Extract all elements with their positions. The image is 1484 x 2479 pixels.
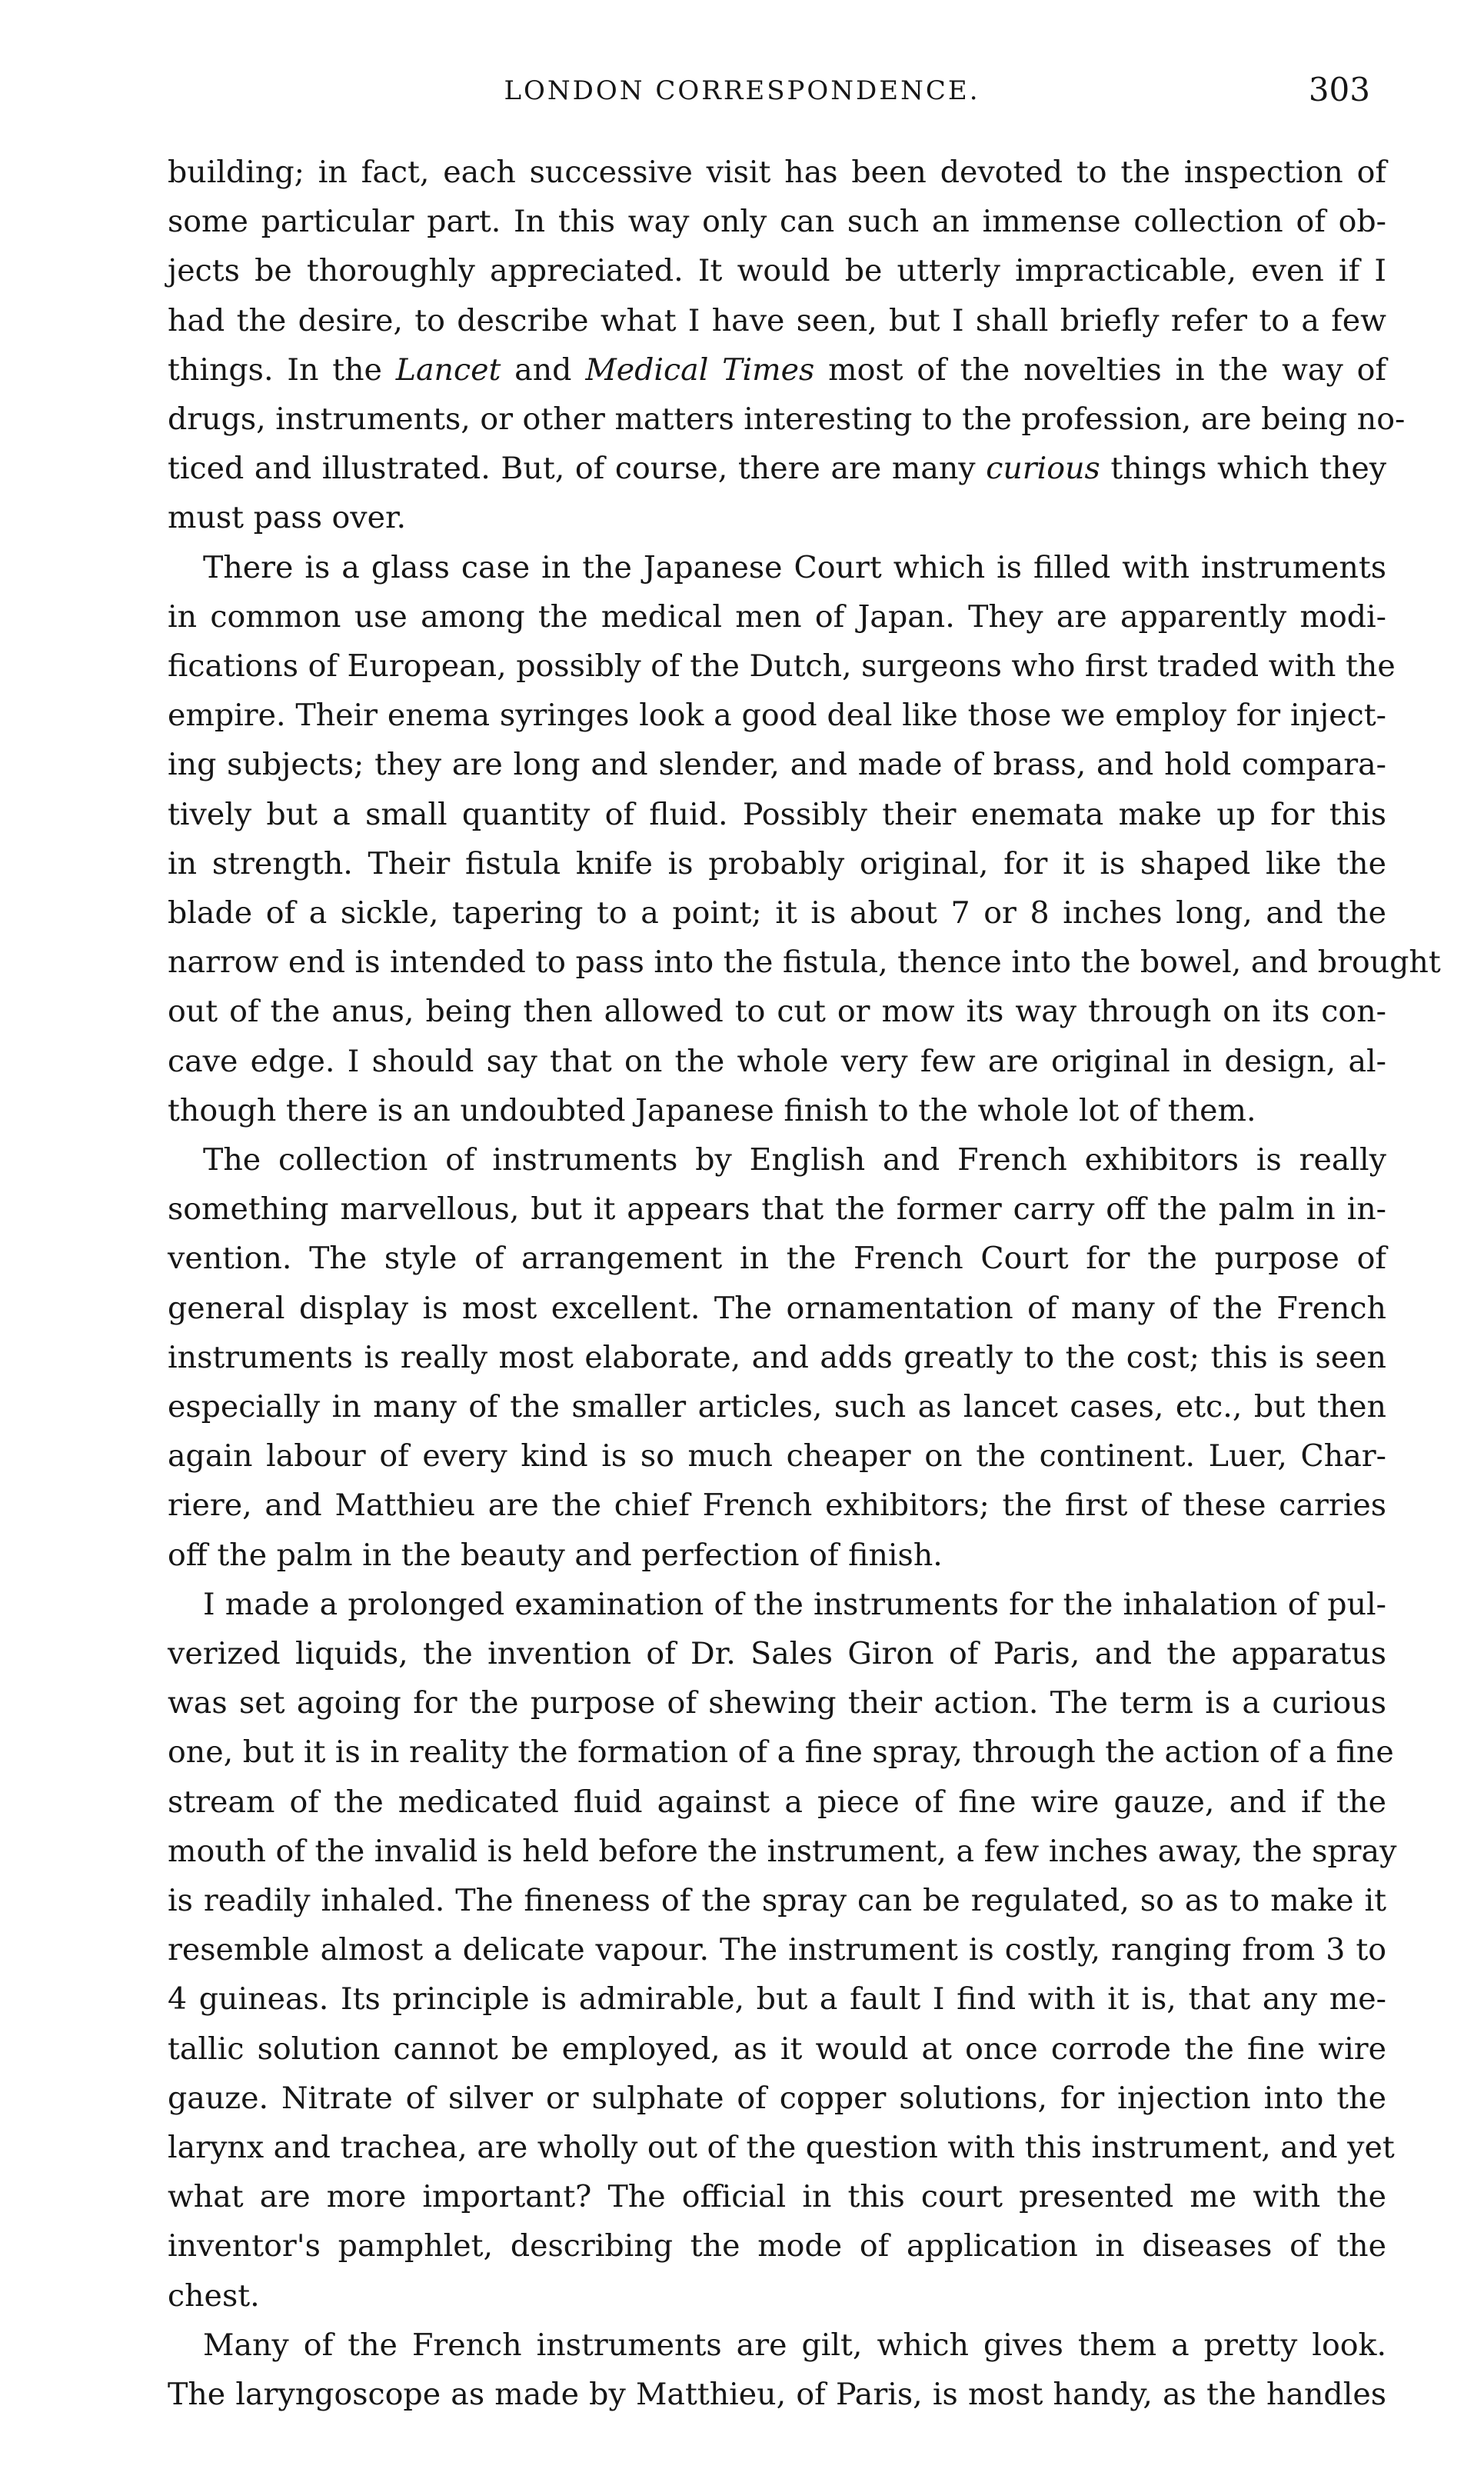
text-line: in common use among the medical men of Japan. They are apparently modi- (168, 598, 1386, 635)
italic-title: Medical Times (585, 352, 815, 388)
text-line: ing subjects; they are long and slender, and made of brass, and hold compara- (168, 747, 1386, 783)
text-line: Many of the French instruments are gilt, which gives them a pretty look. (203, 2327, 1386, 2363)
text-line: some particular part. In this way only can such an immense collection of ob- (168, 204, 1386, 240)
text-line: especially in many of the smaller articles, such as lancet cases, etc., but then (168, 1389, 1386, 1424)
text-segment: things which they (1100, 451, 1387, 487)
text-line: instruments is really most elaborate, and adds greatly to the cost; this is seen (168, 1339, 1386, 1375)
text-line: There is a glass case in the Japanese Court which is filled with instruments (203, 549, 1386, 585)
text-segment: and (501, 352, 586, 388)
text-line: building; in fact, each successive visit has been devoted to the inspection of (168, 155, 1386, 190)
text-line: vention. The style of arrangement in the French Court for the purpose of (168, 1241, 1386, 1277)
running-head (0, 71, 1484, 122)
text-line: something marvellous, but it appears that the former carry off the palm in in- (168, 1191, 1386, 1228)
text-line: jects be thoroughly appreciated. It would be utterly impracticable, even if I (168, 253, 1386, 289)
text-line: narrow end is intended to pass into the fistula, thence into the bowel, and brought (168, 945, 1441, 981)
text-line: tallic solution cannot be employed, as it would at once corrode the fine wire (168, 2031, 1386, 2067)
text-line: general display is most excellent. The ornamentation of many of the French (168, 1290, 1386, 1326)
text-line: fications of European, possibly of the Dutch, surgeons who first traded with the (168, 648, 1396, 684)
page-number: 303 (1308, 71, 1370, 108)
text-line (168, 444, 1386, 493)
text-line: tively but a small quantity of fluid. Possibly their enemata make up for this (168, 796, 1386, 832)
text-line: blade of a sickle, tapering to a point; it is about 7 or 8 inches long, and the (168, 895, 1386, 931)
text-line: is readily inhaled. The fineness of the spray can be regulated, so as to make it (168, 1883, 1386, 1918)
text-line: verized liquids, the invention of Dr. Sales Giron of Paris, and the apparatus (168, 1636, 1386, 1671)
text-line: 4 guineas. Its principle is admirable, but a fault I find with it is, that any me- (168, 1981, 1386, 2018)
text-line: though there is an undoubted Japanese finish to the whole lot of them. (168, 1092, 1256, 1128)
text-line: in strength. Their fistula knife is probably original, for it is shaped like the (168, 845, 1386, 881)
text-line: chest. (168, 2277, 260, 2314)
text-line: one, but it is in reality the formation of a fine spray, through the action of a fine (168, 1734, 1394, 1771)
text-line: what are more important? The official in this court presented me with the (168, 2179, 1386, 2215)
text-line: resemble almost a delicate vapour. The instrument is costly, ranging from 3 to (168, 1932, 1386, 1968)
text-line: mouth of the invalid is held before the instrument, a few inches away, the spray (168, 1833, 1397, 1869)
text-line: riere, and Matthieu are the chief French exhibitors; the first of these carries (168, 1488, 1386, 1524)
running-title: LONDON CORRESPONDENCE. (504, 75, 980, 106)
text-line: off the palm in the beauty and perfection of finish. (168, 1537, 943, 1573)
text-line (168, 345, 1386, 395)
text-line: empire. Their enema syringes look a good deal like those we employ for inject- (168, 698, 1386, 734)
text-line: I made a prolonged examination of the instruments for the inhalation of pul- (203, 1586, 1386, 1622)
text-line: gauze. Nitrate of silver or sulphate of copper solutions, for injection into the (168, 2080, 1386, 2116)
text-line: was set agoing for the purpose of shewing their action. The term is a curious (168, 1685, 1386, 1721)
italic-title: Lancet (395, 352, 501, 388)
text-segment: ticed and illustrated. But, of course, there are many (168, 451, 987, 487)
text-line: cave edge. I should say that on the whole very few are original in design, al- (168, 1043, 1386, 1079)
text-line: stream of the medicated fluid against a piece of fine wire gauze, and if the (168, 1784, 1386, 1820)
text-line: inventor's pamphlet, describing the mode of application in diseases of the (168, 2228, 1386, 2264)
text-line: must pass over. (168, 500, 407, 536)
text-segment: things. In the (168, 352, 396, 388)
text-line: again labour of every kind is so much cheaper on the continent. Luer, Char- (168, 1438, 1386, 1474)
text-line: out of the anus, being then allowed to cut or mow its way through on its con- (168, 994, 1386, 1030)
text-line: The collection of instruments by English and French exhibitors is really (203, 1142, 1386, 1178)
text-line: drugs, instruments, or other matters interesting to the profession, are being no- (168, 402, 1406, 437)
text-segment: most of the novelties in the way of (814, 352, 1387, 388)
text-line: The laryngoscope as made by Matthieu, of Paris, is most handy, as the handles (168, 2377, 1386, 2412)
text-line: larynx and trachea, are wholly out of the question with this instrument, and yet (168, 2130, 1395, 2165)
text-line: had the desire, to describe what I have seen, but I shall briefly refer to a few (168, 302, 1386, 338)
italic-title: curious (986, 451, 1100, 487)
